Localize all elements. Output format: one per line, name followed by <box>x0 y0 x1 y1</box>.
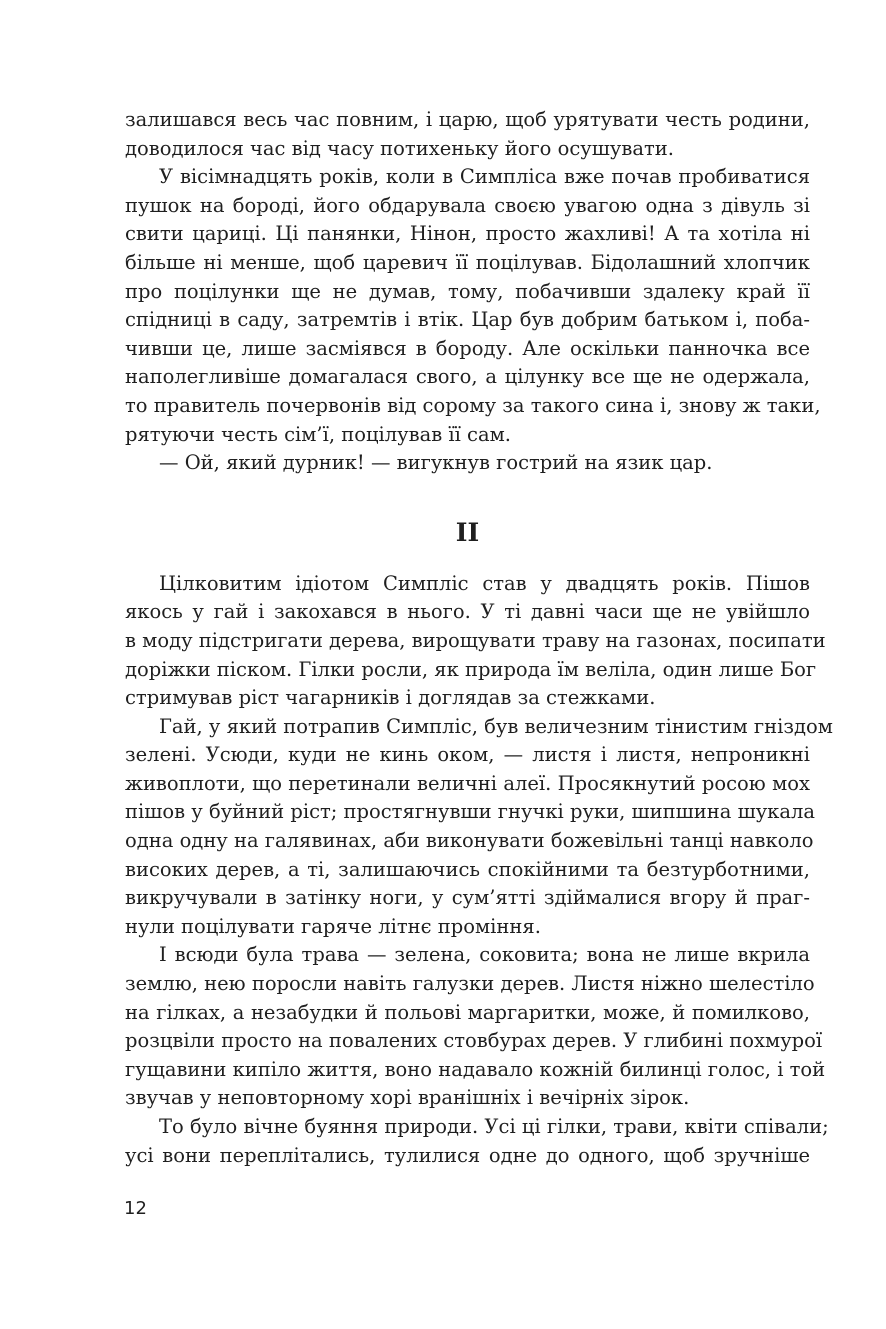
text-line: стримував ріст чагарників і доглядав за стежками. <box>125 686 656 710</box>
text-line: викручували в затінку ноги, у сум’ятті здіймалися вгору й праг- <box>125 886 810 910</box>
text-after-heading <box>125 570 833 1170</box>
chapter-heading: II <box>455 517 480 547</box>
paragraph <box>125 570 826 713</box>
paragraph <box>125 1113 829 1170</box>
text-line: про поцілунки ще не думав, тому, побачивши здалеку край її <box>125 279 810 303</box>
text-line: зелені. Усюди, куди не кинь оком, — листя і листя, непроникні <box>125 743 810 767</box>
text-line: залишався весь час повним, і царю, щоб урятувати честь родини, <box>125 108 810 131</box>
paragraph <box>125 713 833 942</box>
text-line: одна одну на галявинах, аби виконувати божевільні танці навколо <box>125 829 814 853</box>
text-line: чивши це, лише засміявся в бороду. Але оскільки панночка все <box>125 336 810 360</box>
text-line: доріжки піском. Гілки росли, як природа їм веліла, один лише Бог <box>125 657 817 681</box>
page-body <box>125 106 833 1170</box>
text-line: усі вони переплітались, тулилися одне до одного, щоб зручніше <box>125 1143 810 1167</box>
text-line: звучав у неповторному хорі вранішніх і вечірніх зірок. <box>125 1086 690 1110</box>
text-line: землю, нею поросли навіть галузки дерев. Листя ніжно шелестіло <box>125 972 815 996</box>
text-line: — Ой, який дурник! — вигукнув гострий на язик цар. <box>159 451 713 475</box>
paragraph <box>125 106 810 163</box>
paragraph <box>125 163 821 449</box>
text-line: І всюди була трава — зелена, соковита; вона не лише вкрила <box>159 943 810 967</box>
text-line: доводилося час від часу потихеньку його осушувати. <box>125 136 674 160</box>
text-line: Гай, у який потрапив Симпліс, був величезним тінистим гніздом <box>159 714 833 738</box>
text-before-heading <box>125 106 821 478</box>
text-line: живоплоти, що перетинали величні алеї. Просякнутий росою мох <box>125 771 810 795</box>
text-line: рятуючи честь сім’ї, поцілував її сам. <box>125 422 511 446</box>
text-line: більше ні менше, щоб царевич її поцілував. Бідолашний хлопчик <box>125 250 810 274</box>
paragraph <box>125 449 810 478</box>
page-number: 12 <box>124 1198 147 1219</box>
text-line: розцвіли просто на повалених стовбурах дерев. У глибині похмурої <box>125 1029 823 1053</box>
text-line: наполегливіше домагалася свого, а цілунку все ще не одержала, <box>125 365 810 389</box>
text-line: пішов у буйний ріст; простягнувши гнучкі руки, шипшина шукала <box>125 800 816 824</box>
text-line: То було вічне буяння природи. Усі ці гілки, трави, квіти співали; <box>159 1115 829 1138</box>
text-line: пушок на бороді, його обдарувала своєю увагою одна з дівуль зі <box>125 193 810 217</box>
text-line: нули поцілувати гаряче літнє проміння. <box>125 914 541 938</box>
text-line: на гілках, а незабудки й польові маргаритки, може, й помилково, <box>125 1000 810 1024</box>
text-line: Цілковитим ідіотом Симпліс став у двадцять років. Пішов <box>159 571 810 595</box>
paragraph <box>125 941 826 1113</box>
text-line: гущавини кипіло життя, воно надавало кожній билинці голос, і той <box>125 1057 826 1081</box>
text-line: спідниці в саду, затремтів і втік. Цар був добрим батьком і, поба- <box>125 308 810 332</box>
text-line: якось у гай і закохався в нього. У ті давні часи ще не увійшло <box>125 600 810 624</box>
text-line: У вісімнадцять років, коли в Симпліса вже почав пробиватися <box>159 165 810 189</box>
text-line: високих дерев, а ті, залишаючись спокійними та безтурботними, <box>125 857 810 881</box>
text-line: в моду підстригати дерева, вирощувати траву на газонах, посипати <box>125 628 826 652</box>
text-line: то правитель почервонів від сорому за такого сина і, знову ж таки, <box>125 393 821 417</box>
text-line: свити цариці. Ці панянки, Нінон, просто жахливі! А та хотіла ні <box>125 222 810 246</box>
